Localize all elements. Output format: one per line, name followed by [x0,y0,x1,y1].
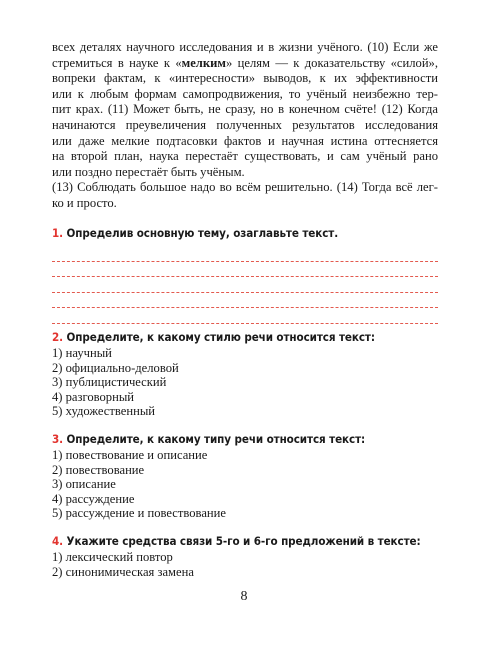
option-item[interactable]: 4) разговорный [52,389,135,404]
passage-line: ко и просто. [52,195,117,210]
passage-line: или поздно перестаёт быть учёным. [52,164,245,179]
passage-line: начинаются преувеличения полученных результатов исследования [52,117,438,132]
option-item[interactable]: 1) лексический повтор [52,550,173,564]
option-item[interactable]: 1) научный [52,346,112,360]
answer-line[interactable] [52,308,438,324]
option-item[interactable]: 3) описание [52,477,116,492]
option-item[interactable]: 5) художественный [52,404,156,419]
reading-passage [52,40,438,212]
passage-line: на второй план, наука перестаёт существовать, и сам учёный рано [52,149,438,164]
option-item[interactable]: 2) официально-деловой [52,360,179,375]
passage-line: пит крах. (11) Может быть, не сразу, но в конечном счёте! (12) Когда [52,102,438,117]
page-number: 8 [240,589,248,604]
bold-word: мелким [181,55,226,70]
option-item[interactable]: 2) синонимическая замена [52,564,194,579]
task-number: 1. [52,227,64,240]
answer-line[interactable] [52,246,438,262]
answer-lines[interactable] [52,246,438,324]
task-text: Укажите средства связи 5-го и 6-го предложений в тексте: [66,535,421,548]
answer-line[interactable] [52,293,438,309]
option-item[interactable]: 2) повествование [52,462,145,477]
task-2-options [52,346,179,419]
task-text: Определив основную тему, озаглавьте текст. [66,227,339,240]
task-number: 3. [52,433,64,446]
task-3-title [52,433,365,446]
task-text: Определите, к какому типу речи относится текст: [66,433,366,446]
passage-line: всех деталях научного исследования и в жизни учёного. (10) Если же [52,40,438,54]
passage-line: (13) Соблюдать большое надо во всём решительно. (14) Тогда всё лег- [52,180,438,195]
passage-line: или к любым формам самопродвижения, то учёный неизбежно тер- [52,86,438,101]
task-number: 2. [52,331,64,344]
task-3-options [52,448,226,521]
passage-line: вопреки фактам, к «интересности» выводов, к их эффективности [52,71,438,86]
task-1-title [52,227,338,240]
option-item[interactable]: 5) рассуждение и повествование [52,506,226,521]
task-text: Определите, к какому стилю речи относится текст: [66,331,375,344]
passage-line-with-bold: стремиться в науке к «мелким» целям — к доказательству «силой», [52,55,439,70]
answer-line[interactable] [52,277,438,293]
option-item[interactable]: 4) рассуждение [52,491,135,506]
task-number: 4. [52,535,64,548]
option-item[interactable]: 3) публицистический [52,375,167,390]
task-4-options [52,550,194,579]
passage-line: или даже мелкие подтасовки фактов и научная истина оттесняется [52,133,438,148]
answer-line[interactable] [52,262,438,278]
task-4-title [52,535,421,548]
task-2-title [52,331,375,344]
option-item[interactable]: 1) повествование и описание [52,448,208,462]
